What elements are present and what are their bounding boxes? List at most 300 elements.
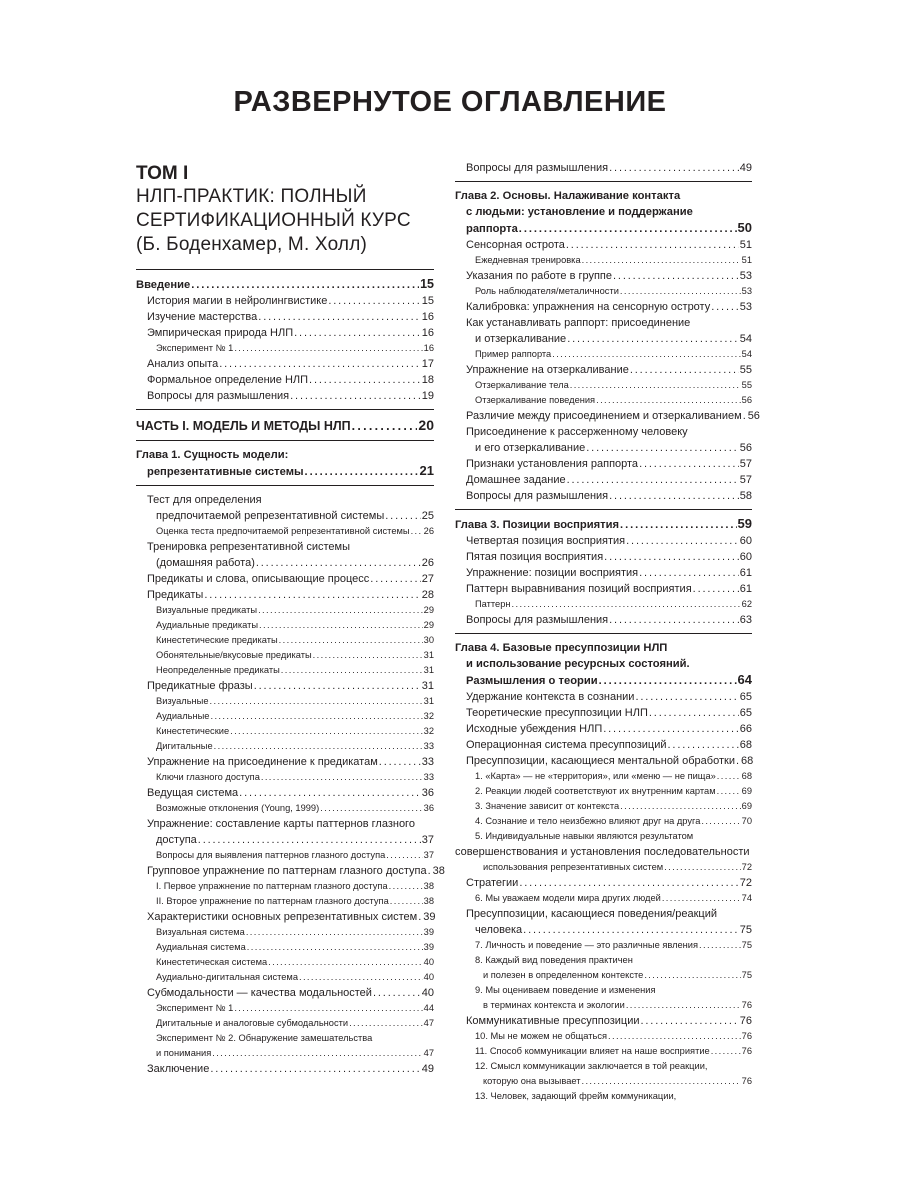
toc-entry-title: 3. Значение зависит от контекста bbox=[475, 801, 620, 811]
toc-entry-title: Различие между присоединением и отзеркаливанием bbox=[466, 410, 742, 422]
toc-entry-title: Аудиальные предикаты bbox=[156, 620, 259, 630]
dot-leader bbox=[519, 221, 737, 237]
toc-page-number: 28 bbox=[421, 589, 434, 601]
toc-page-number: 37 bbox=[421, 834, 434, 846]
dot-leader bbox=[418, 909, 422, 925]
toc-page-number: 55 bbox=[739, 364, 752, 376]
toc-page-number: 69 bbox=[741, 786, 752, 796]
toc-entry-title: Пятая позиция восприятия bbox=[466, 551, 604, 563]
dot-leader bbox=[386, 848, 422, 863]
toc-entry-title: в терминах контекста и экологии bbox=[483, 1000, 625, 1010]
toc-entry-title: Размышления о теории bbox=[466, 675, 598, 687]
toc-entry bbox=[136, 724, 434, 739]
toc-page-number: 20 bbox=[418, 417, 434, 433]
toc-entry-title: Визуальные предикаты bbox=[156, 605, 258, 615]
toc-entry-title: Удержание контекста в сознании bbox=[466, 691, 635, 703]
toc-entry-title: 4. Сознание и тело неизбежно влияют друг на друга bbox=[475, 816, 701, 826]
dot-leader bbox=[640, 1013, 738, 1029]
toc-page-number: 65 bbox=[739, 707, 752, 719]
dot-leader bbox=[609, 488, 739, 504]
dot-leader bbox=[717, 784, 741, 799]
toc-entry-title: Пресуппозиции, касающиеся ментальной обработки bbox=[466, 755, 735, 767]
toc-page-number: 26 bbox=[421, 557, 434, 569]
dot-leader bbox=[210, 1061, 420, 1077]
toc-entry-title: Предикаты и слова, описывающие процесс bbox=[147, 573, 370, 585]
toc-page-number: 76 bbox=[739, 1015, 752, 1027]
toc-entry-title: Аудиально-дигитальная система bbox=[156, 972, 298, 982]
section-divider bbox=[136, 409, 434, 410]
toc-entry-title: Отзеркаливание тела bbox=[475, 380, 569, 390]
dot-leader bbox=[379, 754, 421, 770]
dot-leader bbox=[320, 801, 422, 816]
section-divider bbox=[455, 181, 752, 182]
toc-entry bbox=[136, 1046, 434, 1061]
toc-entry bbox=[455, 331, 752, 347]
dot-leader bbox=[566, 237, 739, 253]
toc-entry bbox=[455, 721, 752, 737]
dot-leader bbox=[370, 571, 420, 587]
toc-page-number: 76 bbox=[741, 1000, 752, 1010]
toc-page-number: 44 bbox=[423, 1003, 434, 1013]
dot-leader bbox=[693, 581, 739, 597]
dot-leader bbox=[385, 508, 420, 524]
toc-entry bbox=[136, 848, 434, 863]
toc-page-number: 72 bbox=[739, 877, 752, 889]
toc-entry bbox=[136, 955, 434, 970]
toc-entry-title: I. Первое упражнение по паттернам глазного доступа bbox=[156, 881, 388, 891]
toc-entry bbox=[455, 160, 752, 176]
section-divider bbox=[136, 485, 434, 486]
dot-leader bbox=[603, 721, 739, 737]
toc-page-number: 56 bbox=[747, 410, 760, 422]
toc-entry-title: Субмодальности — качества модальностей bbox=[147, 987, 372, 999]
toc-entry-title-line: Глава 1. Сущность модели: bbox=[136, 449, 289, 461]
toc-page-number: 31 bbox=[421, 680, 434, 692]
toc-entry-title: Кинестетические предикаты bbox=[156, 635, 278, 645]
dot-leader bbox=[552, 347, 740, 362]
dot-leader bbox=[428, 863, 432, 879]
toc-page-number: 56 bbox=[739, 442, 752, 454]
toc-page-number: 68 bbox=[739, 739, 752, 751]
toc-entry-title: Коммуникативные пресуппозиции bbox=[466, 1015, 640, 1027]
toc-entry-title-line: 5. Индивидуальные навыки являются результатом bbox=[475, 831, 694, 841]
toc-entry-title: История магии в нейролингвистике bbox=[147, 295, 328, 307]
toc-page-number: 72 bbox=[741, 862, 752, 872]
dot-leader bbox=[649, 705, 739, 721]
toc-page-number: 16 bbox=[421, 311, 434, 323]
toc-entry-title-line: 12. Смысл коммуникации заключается в той реакции, bbox=[475, 1061, 708, 1071]
tome-authors: (Б. Боденхамер, М. Холл) bbox=[136, 234, 368, 255]
toc-entry bbox=[455, 472, 752, 488]
toc-entry bbox=[136, 463, 434, 480]
toc-entry-title: Упражнение: позиции восприятия bbox=[466, 567, 639, 579]
dot-leader bbox=[198, 832, 421, 848]
toc-entry bbox=[136, 970, 434, 985]
dot-leader bbox=[664, 860, 741, 875]
toc-entry bbox=[136, 739, 434, 754]
dot-leader bbox=[258, 603, 423, 618]
toc-entry bbox=[136, 894, 434, 909]
toc-entry-title: Возможные отклонения (Young, 1999) bbox=[156, 803, 320, 813]
toc-entry-title: Анализ опыта bbox=[147, 358, 219, 370]
toc-page-number: 61 bbox=[739, 583, 752, 595]
toc-entry bbox=[455, 237, 752, 253]
section-divider bbox=[136, 269, 434, 270]
dot-leader bbox=[239, 785, 421, 801]
toc-entry-title: Аудиальные bbox=[156, 711, 210, 721]
toc-entry-title: II. Второе упражнение по паттернам глазного доступа bbox=[156, 896, 389, 906]
dot-leader bbox=[349, 1016, 423, 1031]
toc-page-number: 39 bbox=[423, 927, 434, 937]
section-divider bbox=[455, 633, 752, 634]
toc-entry bbox=[455, 875, 752, 891]
toc-entry bbox=[455, 938, 752, 953]
dot-leader bbox=[294, 325, 421, 341]
toc-entry-title: Дигитальные bbox=[156, 741, 213, 751]
toc-entry-title: Упражнение на отзеркаливание bbox=[466, 364, 629, 376]
toc-entry-title-line: и использование ресурсных состояний. bbox=[466, 658, 690, 670]
dot-leader bbox=[261, 770, 423, 785]
toc-entry-title: Эмпирическая природа НЛП bbox=[147, 327, 294, 339]
toc-entry-title: Дигитальные и аналоговые субмодальности bbox=[156, 1018, 349, 1028]
toc-page-number: 76 bbox=[741, 1046, 752, 1056]
toc-entry bbox=[136, 618, 434, 633]
toc-entry-title-line: Пресуппозиции, касающиеся поведения/реакций bbox=[466, 908, 717, 920]
toc-entry bbox=[136, 587, 434, 603]
toc-entry-title: репрезентативные системы bbox=[147, 466, 304, 478]
toc-page-number: 33 bbox=[423, 741, 434, 751]
toc-entry-title: Роль наблюдателя/металичности bbox=[475, 286, 619, 296]
toc-entry bbox=[136, 925, 434, 940]
toc-entry-title-line: 9. Мы оцениваем поведение и изменения bbox=[475, 985, 656, 995]
toc-page-number: 53 bbox=[739, 301, 752, 313]
toc-entry-title: которую она вызывает bbox=[483, 1076, 581, 1086]
toc-page-number: 55 bbox=[741, 380, 752, 390]
toc-entry-title: 6. Мы уважаем модели мира других людей bbox=[475, 893, 661, 903]
toc-entry bbox=[136, 372, 434, 388]
dot-leader bbox=[519, 875, 738, 891]
toc-entry-title-line: Упражнение: составление карты паттернов глазного bbox=[147, 818, 415, 830]
dot-leader bbox=[668, 737, 739, 753]
toc-entry bbox=[136, 1016, 434, 1031]
toc-entry bbox=[136, 801, 434, 816]
toc-entry bbox=[455, 1029, 752, 1044]
toc-entry-title: Неопределенные предикаты bbox=[156, 665, 280, 675]
toc-entry-title-line: Тест для определения bbox=[147, 494, 262, 506]
dot-leader bbox=[210, 694, 423, 709]
dot-leader bbox=[582, 253, 741, 268]
toc-entry-title: Вопросы для размышления bbox=[466, 490, 609, 502]
toc-entry-title: Паттерн выравнивания позиций восприятия bbox=[466, 583, 692, 595]
toc-entry bbox=[455, 922, 752, 938]
toc-entry bbox=[136, 633, 434, 648]
toc-entry bbox=[136, 524, 434, 539]
toc-entry-title: и его отзеркаливание bbox=[475, 442, 586, 454]
toc-entry bbox=[455, 581, 752, 597]
toc-page-number: 29 bbox=[423, 605, 434, 615]
toc-page-number: 51 bbox=[741, 255, 752, 265]
toc-entry bbox=[136, 985, 434, 1001]
toc-entry-title: Домашнее задание bbox=[466, 474, 566, 486]
toc-page-number: 15 bbox=[420, 277, 434, 291]
toc-page-number: 31 bbox=[423, 696, 434, 706]
toc-entry bbox=[455, 814, 752, 829]
toc-entry-title: и полезен в определенном контексте bbox=[483, 970, 644, 980]
dot-leader bbox=[191, 277, 419, 293]
toc-entry bbox=[455, 689, 752, 705]
toc-entry bbox=[455, 1074, 752, 1089]
toc-entry-title-line: 8. Каждый вид поведения практичен bbox=[475, 955, 633, 965]
toc-entry-title: доступа bbox=[156, 834, 197, 846]
toc-entry-title: Паттерн bbox=[475, 599, 511, 609]
toc-entry bbox=[455, 799, 752, 814]
dot-leader bbox=[230, 724, 423, 739]
toc-entry-title: Кинестетические bbox=[156, 726, 230, 736]
toc-entry bbox=[455, 393, 752, 408]
toc-entry bbox=[455, 362, 752, 378]
toc-page-number: 36 bbox=[421, 787, 434, 799]
toc-entry-title-line: Глава 2. Основы. Налаживание контакта bbox=[455, 190, 681, 202]
toc-entry bbox=[455, 672, 752, 689]
toc-entry bbox=[455, 597, 752, 612]
dot-leader bbox=[279, 633, 423, 648]
dot-leader bbox=[662, 891, 741, 906]
toc-page-number: 33 bbox=[421, 756, 434, 768]
toc-entry-title: Формальное определение НЛП bbox=[147, 374, 309, 386]
toc-entry bbox=[455, 1044, 752, 1059]
toc-entry bbox=[455, 378, 752, 393]
toc-entry-title-line: Эксперимент № 2. Обнаружение замешательства bbox=[156, 1033, 373, 1043]
dot-leader bbox=[596, 393, 741, 408]
toc-entry bbox=[455, 860, 752, 875]
toc-entry-title: Указания по работе в группе bbox=[466, 270, 613, 282]
toc-page-number: 39 bbox=[423, 911, 436, 923]
toc-page-number: 66 bbox=[739, 723, 752, 735]
toc-entry-title: раппорта bbox=[466, 223, 518, 235]
toc-entry-title: Операционная система пресуппозиций bbox=[466, 739, 667, 751]
toc-entry-title: Вопросы для размышления bbox=[147, 390, 290, 402]
dot-leader bbox=[281, 663, 423, 678]
toc-entry-title-line: Тренировка репрезентативной системы bbox=[147, 541, 351, 553]
dot-leader bbox=[644, 968, 740, 983]
toc-entry-title: Обонятельные/вкусовые предикаты bbox=[156, 650, 312, 660]
toc-entry-title: Предикатные фразы bbox=[147, 680, 253, 692]
toc-entry-title: 7. Личность и поведение — это различные явления bbox=[475, 940, 699, 950]
toc-entry-title: Ежедневная тренировка bbox=[475, 255, 581, 265]
toc-page-number: 16 bbox=[421, 327, 434, 339]
toc-entry bbox=[136, 309, 434, 325]
toc-entry-title-line: Присоединение к рассерженному человеку bbox=[466, 426, 688, 438]
dot-leader bbox=[586, 440, 739, 456]
dot-leader bbox=[214, 739, 423, 754]
toc-entry-title-line: Как устанавливать раппорт: присоединение bbox=[466, 317, 691, 329]
toc-page-number: 65 bbox=[739, 691, 752, 703]
toc-entry-title: Ведущая система bbox=[147, 787, 239, 799]
toc-entry-title-line: с людьми: установление и поддержание bbox=[466, 206, 693, 218]
dot-leader bbox=[234, 341, 422, 356]
toc-entry-title: Аудиальная система bbox=[156, 942, 246, 952]
toc-entry-title: ЧАСТЬ I. МОДЕЛЬ И МЕТОДЫ НЛП bbox=[136, 419, 351, 433]
dot-leader bbox=[258, 309, 420, 325]
dot-leader bbox=[699, 938, 741, 953]
toc-page-number: 38 bbox=[432, 865, 445, 877]
toc-entry bbox=[136, 940, 434, 955]
toc-entry-title: Характеристики основных репрезентативных систем bbox=[147, 911, 418, 923]
toc-entry bbox=[455, 533, 752, 549]
dot-leader bbox=[512, 597, 741, 612]
toc-entry-title: 11. Способ коммуникации влияет на наше восприятие bbox=[475, 1046, 710, 1056]
toc-page-number: 76 bbox=[741, 1076, 752, 1086]
toc-entry-title: Заключение bbox=[147, 1063, 210, 1075]
dot-leader bbox=[247, 940, 423, 955]
toc-entry-title: 10. Мы не можем не общаться bbox=[475, 1031, 608, 1041]
toc-entry-title: (домашняя работа) bbox=[156, 557, 255, 569]
toc-entry-title: Эксперимент № 1 bbox=[156, 1003, 234, 1013]
toc-entry bbox=[455, 612, 752, 628]
toc-page-number: 17 bbox=[421, 358, 434, 370]
toc-entry-title: Кинестетическая система bbox=[156, 957, 268, 967]
dot-leader bbox=[411, 524, 423, 539]
dot-leader bbox=[613, 268, 739, 284]
toc-page-number: 68 bbox=[740, 755, 754, 767]
toc-entry bbox=[455, 268, 752, 284]
toc-entry-title: использования репрезентативных систем bbox=[483, 862, 664, 872]
dot-leader bbox=[626, 998, 741, 1013]
dot-leader bbox=[254, 678, 421, 694]
dot-leader bbox=[717, 769, 741, 784]
dot-leader bbox=[639, 565, 739, 581]
toc-page-number: 18 bbox=[421, 374, 434, 386]
toc-entry bbox=[455, 968, 752, 983]
toc-page-number: 40 bbox=[423, 972, 434, 982]
page-title: РАЗВЕРНУТОЕ ОГЛАВЛЕНИЕ bbox=[233, 86, 667, 118]
toc-page-number: 29 bbox=[423, 620, 434, 630]
dot-leader bbox=[290, 388, 421, 404]
toc-entry-title: Пример раппорта bbox=[475, 349, 552, 359]
toc-entry-title: Визуальные bbox=[156, 696, 209, 706]
toc-entry bbox=[136, 648, 434, 663]
toc-entry-title-line: совершенствования и установления последовательности bbox=[455, 846, 750, 858]
toc-column-left bbox=[136, 160, 445, 1077]
toc-page-number: 16 bbox=[423, 343, 434, 353]
toc-page-number: 70 bbox=[741, 816, 752, 826]
dot-leader bbox=[268, 955, 423, 970]
toc-entry bbox=[136, 341, 434, 356]
dot-leader bbox=[390, 894, 423, 909]
toc-entry bbox=[136, 863, 445, 879]
toc-entry-title-line: Глава 4. Базовые пресуппозиции НЛП bbox=[455, 642, 668, 654]
dot-leader bbox=[599, 673, 737, 689]
toc-entry-title: Сенсорная острота bbox=[466, 239, 565, 251]
toc-page-number: 57 bbox=[739, 474, 752, 486]
toc-entry bbox=[136, 1001, 434, 1016]
toc-entry-title: Упражнение на присоединение к предикатам bbox=[147, 756, 378, 768]
toc-page-number: 61 bbox=[739, 567, 752, 579]
toc-page-number: 60 bbox=[739, 535, 752, 547]
dot-leader bbox=[711, 299, 739, 315]
toc-page-number: 49 bbox=[421, 1063, 434, 1075]
toc-page-number: 15 bbox=[421, 295, 434, 307]
toc-page-number: 40 bbox=[421, 987, 434, 999]
dot-leader bbox=[736, 753, 740, 769]
dot-leader bbox=[219, 356, 421, 372]
toc-page-number: 37 bbox=[423, 850, 434, 860]
toc-entry-title: Четвертая позиция восприятия bbox=[466, 535, 626, 547]
toc-page-number: 32 bbox=[423, 726, 434, 736]
toc-entry-title: человека bbox=[475, 924, 523, 936]
toc-entry-title: Калибровка: упражнения на сенсорную остроту bbox=[466, 301, 711, 313]
dot-leader bbox=[246, 925, 423, 940]
toc-page-number: 33 bbox=[423, 772, 434, 782]
toc-entry bbox=[455, 284, 752, 299]
section-divider bbox=[455, 509, 752, 510]
toc-entry bbox=[136, 832, 434, 848]
dot-leader bbox=[204, 587, 420, 603]
dot-leader bbox=[620, 799, 741, 814]
toc-entry bbox=[455, 488, 752, 504]
toc-entry bbox=[136, 754, 434, 770]
toc-page-number: 47 bbox=[423, 1048, 434, 1058]
toc-entry-title: Групповое упражнение по паттернам глазного доступа bbox=[147, 865, 427, 877]
dot-leader bbox=[701, 814, 740, 829]
toc-entry bbox=[455, 565, 752, 581]
toc-entry bbox=[455, 549, 752, 565]
dot-leader bbox=[389, 879, 423, 894]
toc-entry-title: Эксперимент № 1 bbox=[156, 343, 234, 353]
dot-leader bbox=[639, 456, 739, 472]
toc-page-number: 32 bbox=[423, 711, 434, 721]
toc-entry bbox=[455, 753, 752, 769]
dot-leader bbox=[212, 1046, 422, 1061]
toc-page-number: 39 bbox=[423, 942, 434, 952]
dot-leader bbox=[567, 331, 739, 347]
toc-entry bbox=[136, 909, 434, 925]
toc-page-number: 54 bbox=[741, 349, 752, 359]
toc-page-number: 26 bbox=[423, 526, 434, 536]
toc-entry bbox=[136, 276, 434, 293]
toc-entry-title: Признаки установления раппорта bbox=[466, 458, 639, 470]
toc-page-number: 51 bbox=[739, 239, 752, 251]
toc-page-number: 62 bbox=[741, 599, 752, 609]
toc-page-number: 25 bbox=[421, 510, 434, 522]
toc-entry bbox=[136, 879, 434, 894]
toc-entry bbox=[455, 253, 752, 268]
toc-entry bbox=[455, 784, 752, 799]
dot-leader bbox=[609, 160, 739, 176]
toc-entry-title: Предикаты bbox=[147, 589, 204, 601]
dot-leader bbox=[309, 372, 421, 388]
dot-leader bbox=[743, 408, 747, 424]
toc-page-number: 75 bbox=[739, 924, 752, 936]
toc-entry bbox=[136, 508, 434, 524]
dot-leader bbox=[234, 1001, 422, 1016]
dot-leader bbox=[352, 417, 418, 435]
dot-leader bbox=[570, 378, 741, 393]
toc-page-number: 53 bbox=[741, 286, 752, 296]
toc-entry-title: Теоретические пресуппозиции НЛП bbox=[466, 707, 648, 719]
dot-leader bbox=[328, 293, 420, 309]
toc-entry bbox=[455, 516, 752, 533]
dot-leader bbox=[711, 1044, 741, 1059]
dot-leader bbox=[299, 970, 423, 985]
toc-entry-title: и понимания bbox=[156, 1048, 212, 1058]
section-divider bbox=[136, 440, 434, 441]
toc-page-number: 63 bbox=[739, 614, 752, 626]
toc-entry-title: Оценка теста предпочитаемой репрезентативной системы bbox=[156, 526, 410, 536]
toc-page-number: 64 bbox=[737, 672, 752, 687]
toc-page-number: 75 bbox=[741, 970, 752, 980]
dot-leader bbox=[259, 618, 423, 633]
